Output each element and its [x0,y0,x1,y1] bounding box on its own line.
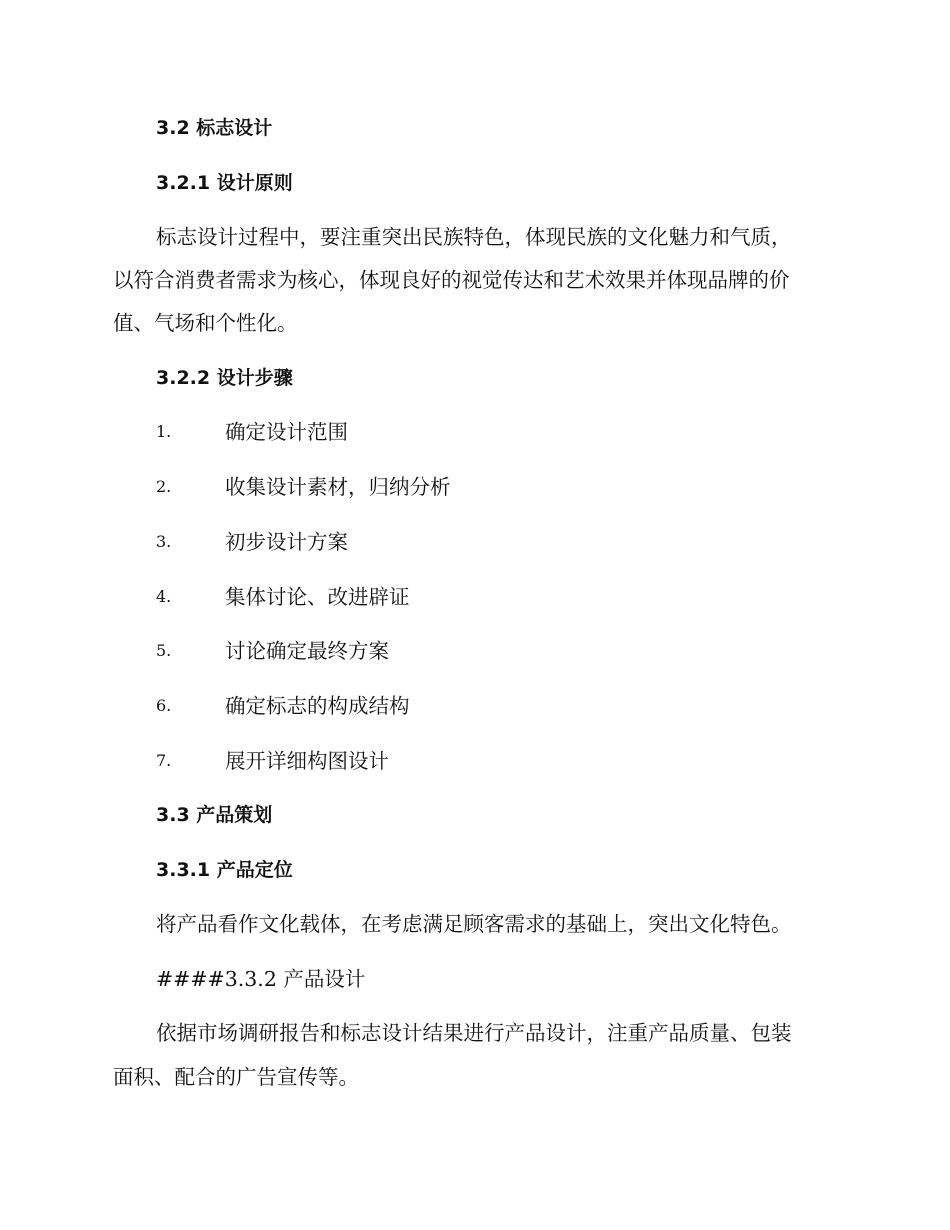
subsection-heading-3-2-2: 3.2.2 设计步骤 [156,367,293,389]
list-item-text: 确定标志的构成结构 [225,694,410,718]
subsection-heading-3-3-1: 3.3.1 产品定位 [156,859,293,881]
paragraph-line: 将产品看作文化载体，在考虑满足顾客需求的基础上，突出文化特色。 [156,912,792,936]
section-heading-3-2: 3.2 标志设计 [156,117,273,139]
paragraph-line: 依据市场调研报告和标志设计结果进行产品设计，注重产品质量、包装 [156,1021,792,1045]
subsection-heading-3-3-2: ####3.3.2 产品设计 [156,967,366,991]
paragraph-line: 值、气场和个性化。 [113,311,298,335]
list-item-text: 确定设计范围 [225,420,348,444]
paragraph-line: 以符合消费者需求为核心，体现良好的视觉传达和艺术效果并体现品牌的价 [113,268,790,292]
subsection-heading-3-2-1: 3.2.1 设计原则 [156,172,293,194]
list-item-number: 5. [156,641,172,660]
list-item-number: 2. [156,477,172,496]
paragraph-line: 标志设计过程中，要注重突出民族特色，体现民族的文化魅力和气质， [156,225,792,249]
section-heading-3-3: 3.3 产品策划 [156,804,273,826]
list-item-text: 初步设计方案 [225,530,348,554]
list-item-text: 讨论确定最终方案 [225,639,389,663]
list-item-text: 收集设计素材，归纳分析 [225,475,451,499]
list-item-number: 7. [156,751,172,770]
list-item-number: 6. [156,696,172,715]
paragraph-line: 面积、配合的广告宣传等。 [113,1065,359,1089]
list-item-number: 3. [156,532,172,551]
list-item-text: 展开详细构图设计 [225,749,389,773]
list-item-text: 集体讨论、改进辟证 [225,585,410,609]
list-item-number: 1. [156,422,172,441]
list-item-number: 4. [156,587,172,606]
